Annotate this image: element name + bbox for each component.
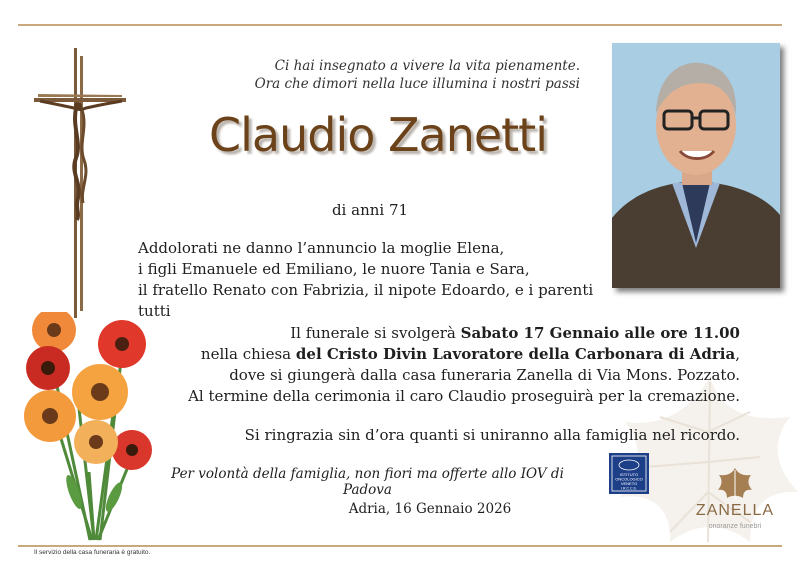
- agency-name: ZANELLA: [695, 502, 775, 519]
- flower-orange-1: [32, 312, 76, 352]
- funeral-datetime: Sabato 17 Gennaio alle ore 11.00: [460, 324, 740, 342]
- gerbera-bouquet-icon: [14, 312, 160, 544]
- deceased-portrait: [612, 43, 780, 288]
- funeral-church: del Cristo Divin Lavoratore della Carbonara di Adria: [295, 345, 736, 363]
- iov-logo-line: I.R.C.C.S.: [621, 486, 637, 491]
- agency-subtitle: onoranze funebri: [708, 523, 762, 530]
- funeral-text: Il funerale si svolgerà: [290, 324, 461, 342]
- iov-logo: [609, 453, 649, 494]
- iov-logo-line: ISTITUTO: [619, 472, 639, 477]
- footnote: Il servizio della casa funeraria è gratuito.: [34, 549, 151, 556]
- quote-line: Ora che dimori nella luce illumina i nostri passi: [254, 76, 580, 92]
- funeral-details: [170, 323, 740, 407]
- thanks-line: Si ringrazia sin d’ora quanti si uniranno alla famiglia nel ricordo.: [244, 426, 740, 444]
- leaf-logo-icon: [717, 466, 753, 500]
- donation-note: Per volontà della famiglia, non fiori ma offerte allo IOV di Padova: [171, 466, 564, 498]
- funeral-text: ,: [735, 345, 740, 363]
- announcement-line: il fratello Renato con Fabrizia, il nipote Edoardo, e i parenti tutti: [138, 281, 594, 320]
- announcement-paragraph: [138, 238, 608, 322]
- funeral-line: [170, 323, 740, 344]
- top-border-rule: [18, 24, 782, 26]
- bottom-border-rule: [18, 545, 782, 547]
- funeral-line: dove si giungerà dalla casa funeraria Zanella di Via Mons. Pozzato.: [229, 366, 740, 384]
- deceased-name: Claudio Zanetti: [209, 108, 547, 162]
- iov-logo-line: VENETO: [620, 481, 638, 486]
- announcement-line: Addolorati ne danno l’annuncio la moglie Elena,: [138, 239, 505, 257]
- zanella-logo: [690, 466, 780, 536]
- funeral-line: Al termine della cerimonia il caro Claudio proseguirà per la cremazione.: [188, 387, 740, 405]
- place-date: Adria, 16 Gennaio 2026: [348, 501, 512, 517]
- iov-logo-line: ONCOLOGICO: [615, 476, 643, 482]
- epitaph-quote: [250, 57, 580, 93]
- crucifix-icon: [30, 48, 130, 318]
- deceased-age: di anni 71: [331, 201, 409, 219]
- quote-line: Ci hai insegnato a vivere la vita pienamente.: [274, 58, 580, 74]
- portrait-image: [612, 43, 780, 288]
- announcement-line: i figli Emanuele ed Emiliano, le nuore Tania e Sara,: [138, 260, 530, 278]
- funeral-text: nella chiesa: [200, 345, 296, 363]
- funeral-line: [170, 344, 740, 365]
